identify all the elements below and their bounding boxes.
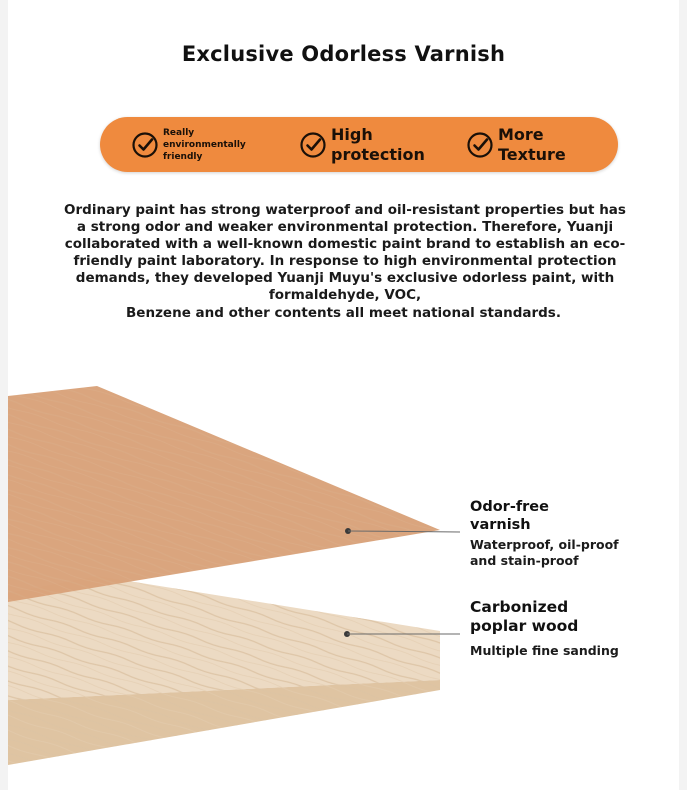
checkmark-circle-icon [131, 131, 159, 159]
feature-label: More Texture [498, 124, 566, 164]
feature-label: Really environmentally friendly [163, 127, 246, 162]
layer-name: Odor-free varnish [470, 499, 549, 533]
features-banner [100, 117, 618, 172]
feature-protection [299, 117, 431, 172]
wood-callout [470, 598, 660, 659]
description: Ordinary paint has strong waterproof and oil-resistant properties but has a strong odor and weaker environmental protection. Therefore, Yuanji collaborated with a well-known domestic paint brand to establish an eco-friendly paint laboratory. In response to high environmental protection demands, they developed Yuanji Muyu's exclusive odorless paint, with formaldehyde, VOC, [64, 202, 626, 303]
page-title: Exclusive Odorless Varnish [181, 42, 506, 66]
layer-name: Carbonized poplar wood [470, 598, 579, 635]
feature-eco [131, 117, 253, 172]
wood-layers-illustration [0, 380, 460, 780]
feature-texture [466, 117, 573, 172]
checkmark-circle-icon [299, 131, 327, 159]
layer-detail: Waterproof, oil-proof and stain-proof [470, 537, 619, 568]
description-continued: Benzene and other contents all meet national standards. [126, 305, 561, 321]
checkmark-circle-icon [466, 131, 494, 159]
layer-detail: Multiple fine sanding [470, 643, 619, 658]
varnish-callout [470, 498, 640, 569]
feature-label: High protection [331, 124, 425, 164]
right-border [679, 0, 687, 790]
